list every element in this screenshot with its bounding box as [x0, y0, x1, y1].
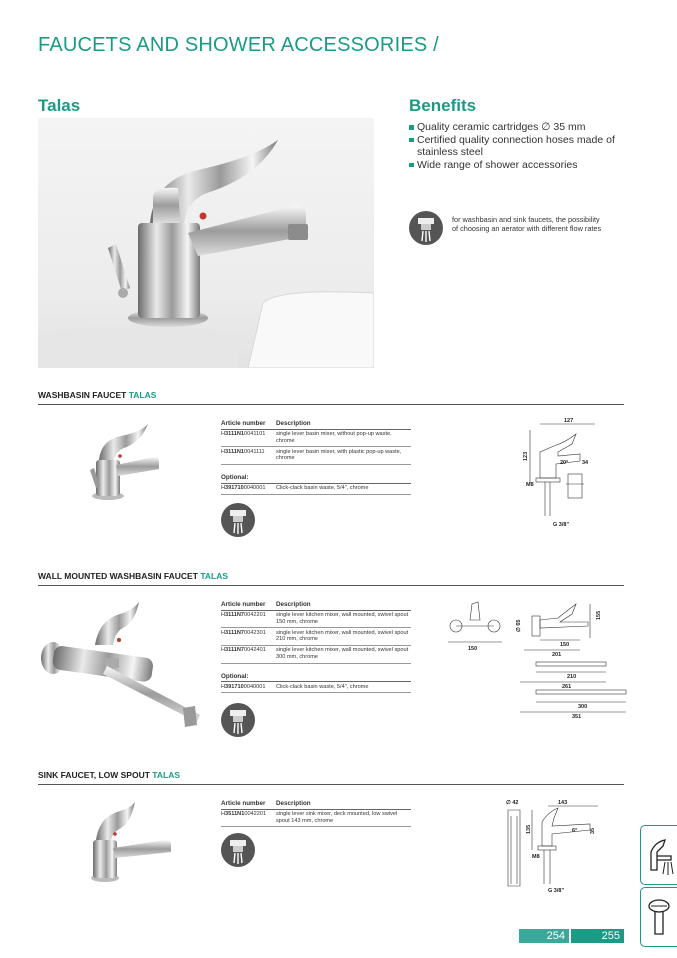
optional-label: Optional:: [221, 475, 411, 484]
dim-width: 143: [558, 800, 568, 806]
table-row: [221, 628, 411, 646]
optional-label: Optional:: [221, 674, 411, 683]
table-row: [221, 484, 411, 495]
article-table-sink: [221, 801, 411, 827]
dim-height: 123: [523, 451, 529, 461]
section-title-prefix: SINK FAUCET, LOW SPOUT: [38, 770, 150, 780]
table-row: [221, 611, 411, 629]
dim-diameter: ∅ 65: [516, 619, 522, 632]
article-description: Click-clack basin waste, 5/4", chrome: [276, 683, 369, 690]
benefit-item: Wide range of shower accessories: [409, 159, 649, 172]
dim-spout-210: 210: [567, 674, 577, 680]
col-article: Article number: [221, 601, 266, 608]
article-number: H3111N70042401: [221, 647, 266, 654]
dim-spout-201: 201: [552, 652, 562, 658]
faucet-illustration: [38, 118, 374, 368]
dim-connection: G 3/8": [548, 888, 565, 894]
article-description: single lever basin mixer, without pop-up waste, chrome: [276, 431, 392, 444]
page-number-right: 255: [571, 929, 624, 943]
dim-spout-351: 351: [572, 714, 582, 720]
section-title-prefix: WASHBASIN FAUCET: [38, 390, 127, 400]
side-tab-faucets[interactable]: [640, 825, 677, 885]
side-tab-showers[interactable]: [640, 887, 677, 947]
col-article: Article number: [221, 420, 266, 427]
aerator-icon: [221, 503, 255, 537]
dim-spout: 35: [590, 827, 596, 834]
aerator-icon: [221, 833, 255, 867]
section-title-brand: TALAS: [152, 770, 180, 780]
faucet-icon: [641, 826, 677, 884]
dim-thread: M8: [526, 482, 534, 488]
page-number-left: 254: [519, 929, 569, 943]
article-description: single lever kitchen mixer, wall mounted, swivel spout 210 mm, chrome: [276, 629, 409, 643]
article-description: single lever kitchen mixer, wall mounted, swivel spout 150 mm, chrome: [276, 612, 409, 625]
table-row: [221, 646, 411, 664]
dim-spout-150: 150: [560, 642, 570, 648]
section-divider: [38, 585, 624, 586]
article-description: single lever kitchen mixer, wall mounted, swivel spout 300 mm, chrome: [276, 647, 409, 661]
dim-width: 150: [468, 646, 478, 652]
section-title-prefix: WALL MOUNTED WASHBASIN FAUCET: [38, 571, 198, 581]
benefits-title: Benefits: [409, 96, 477, 115]
section-title-wall-mounted: [38, 571, 228, 581]
dim-thread: M8: [532, 854, 540, 860]
article-number: H3917100040001: [221, 485, 266, 492]
table-header: [221, 801, 411, 810]
article-table-wall-mounted: [221, 602, 411, 693]
article-number: H3917100040001: [221, 683, 266, 690]
table-row: [221, 447, 411, 465]
dim-width: 127: [564, 418, 574, 424]
section-title-brand: TALAS: [200, 571, 229, 581]
article-description: single lever basin mixer, with plastic pop-up waste, chrome: [276, 448, 402, 462]
sink-faucet-photo: [85, 800, 175, 890]
washbasin-faucet-photo: [86, 420, 166, 510]
dimension-drawing-sink: [498, 796, 608, 911]
dim-diameter: ∅ 42: [506, 800, 519, 806]
section-divider: [38, 404, 624, 405]
article-number: H3111N10041101: [221, 431, 266, 438]
col-description: Description: [276, 800, 311, 807]
table-row: [221, 682, 411, 693]
product-name: Talas: [38, 96, 81, 115]
aerator-icon: [409, 211, 443, 245]
col-description: Description: [276, 420, 311, 427]
aerator-note: for washbasin and sink faucets, the possibility of choosing an aerator with different flow rates: [452, 215, 602, 233]
article-description: Click-clack basin waste, 5/4", chrome: [276, 485, 369, 492]
table-header: [221, 602, 411, 611]
wall-faucet-photo: [35, 600, 205, 740]
col-article: Article number: [221, 800, 266, 807]
dim-height: 155: [596, 610, 602, 620]
shower-icon: [641, 888, 677, 946]
section-title-brand: TALAS: [128, 390, 157, 400]
dimension-drawing-wall-mounted: [440, 598, 630, 728]
dim-spout: 34: [582, 460, 589, 466]
benefit-item: Quality ceramic cartridges ∅ 35 mm: [409, 121, 649, 134]
article-number: H3111N10041111: [221, 448, 265, 455]
dim-spout-300: 300: [578, 704, 588, 710]
col-description: Description: [276, 601, 311, 608]
dim-connection: G 3/8": [553, 522, 570, 528]
section-title-sink: [38, 770, 180, 780]
dimension-drawing-washbasin: [510, 416, 610, 539]
article-number: H3511N10042201: [221, 811, 267, 818]
article-description: single lever sink mixer, deck mounted, low swivel spout 143 mm, chrome: [276, 811, 398, 824]
article-number: H3111N70042301: [221, 629, 266, 636]
dim-angle: 20°: [560, 460, 569, 466]
table-row: [221, 810, 411, 828]
dim-spout-261: 261: [562, 684, 572, 690]
table-header: [221, 421, 411, 430]
benefits-list: [409, 121, 649, 171]
section-title-washbasin: [38, 390, 156, 400]
article-table-washbasin: [221, 421, 411, 495]
benefit-item: Certified quality connection hoses made of stainless steel: [409, 134, 649, 159]
aerator-icon: [221, 703, 255, 737]
table-row: [221, 430, 411, 448]
page-title: FAUCETS AND SHOWER ACCESSORIES /: [38, 34, 439, 56]
article-number: H3111N70042201: [221, 612, 266, 619]
section-divider: [38, 784, 624, 785]
hero-product-photo: [38, 118, 374, 368]
dim-height: 135: [526, 824, 532, 834]
dim-angle: 6°: [572, 828, 578, 834]
